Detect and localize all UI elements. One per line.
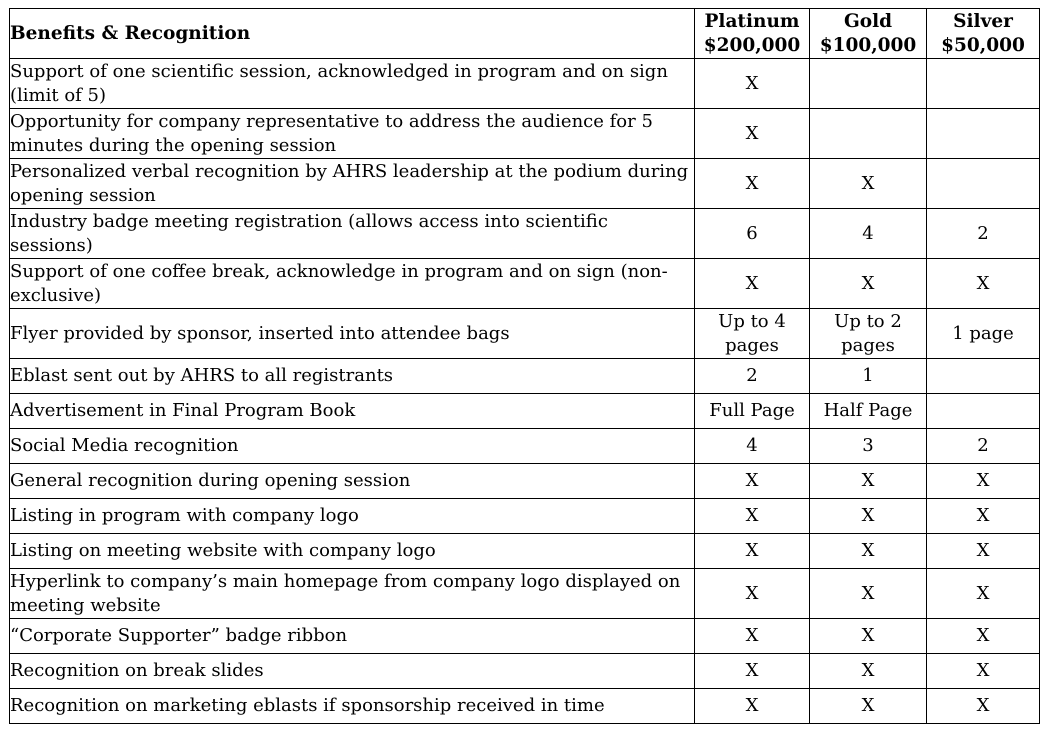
benefit-cell: Hyperlink to company’s main homepage from company logo displayed on meeting website: [10, 569, 695, 619]
table-row: [10, 109, 1040, 159]
table-row: [10, 464, 1040, 499]
silver-cell: [927, 59, 1040, 109]
table-header-row: [10, 9, 1040, 59]
gold-cell: X: [810, 534, 927, 569]
gold-cell: X: [810, 499, 927, 534]
gold-cell: Up to 2 pages: [810, 309, 927, 359]
table-row: [10, 654, 1040, 689]
tier-price: $200,000: [703, 34, 801, 56]
silver-cell: 1 page: [927, 309, 1040, 359]
table-row: [10, 259, 1040, 309]
benefit-cell: Support of one scientific session, acknowledged in program and on sign (limit of 5): [10, 59, 695, 109]
platinum-cell: X: [695, 619, 810, 654]
tier-name: Platinum: [704, 10, 800, 32]
platinum-cell: X: [695, 569, 810, 619]
silver-column-header: [927, 9, 1040, 59]
gold-cell: Half Page: [810, 394, 927, 429]
benefit-cell: Listing in program with company logo: [10, 499, 695, 534]
silver-cell: X: [927, 654, 1040, 689]
silver-cell: X: [927, 569, 1040, 619]
silver-cell: X: [927, 689, 1040, 724]
tier-name: Gold: [843, 10, 893, 32]
silver-cell: [927, 359, 1040, 394]
tier-price: $50,000: [941, 34, 1025, 56]
gold-cell: X: [810, 464, 927, 499]
platinum-cell: X: [695, 654, 810, 689]
gold-cell: X: [810, 654, 927, 689]
benefit-cell: “Corporate Supporter” badge ribbon: [10, 619, 695, 654]
silver-cell: 2: [927, 209, 1040, 259]
benefit-cell: Eblast sent out by AHRS to all registrants: [10, 359, 695, 394]
gold-cell: [810, 59, 927, 109]
platinum-cell: X: [695, 159, 810, 209]
table-row: [10, 394, 1040, 429]
table-row: [10, 59, 1040, 109]
gold-cell: X: [810, 569, 927, 619]
tier-price: $100,000: [819, 34, 917, 56]
platinum-cell: X: [695, 464, 810, 499]
table-row: [10, 309, 1040, 359]
gold-column-header: [810, 9, 927, 59]
silver-cell: [927, 394, 1040, 429]
platinum-cell: X: [695, 534, 810, 569]
table-row: [10, 534, 1040, 569]
silver-cell: X: [927, 464, 1040, 499]
benefit-cell: Recognition on marketing eblasts if sponsorship received in time: [10, 689, 695, 724]
table-row: [10, 209, 1040, 259]
gold-cell: X: [810, 259, 927, 309]
platinum-cell: Up to 4 pages: [695, 309, 810, 359]
platinum-cell: Full Page: [695, 394, 810, 429]
benefits-column-header: Benefits & Recognition: [10, 9, 695, 59]
benefit-cell: General recognition during opening session: [10, 464, 695, 499]
platinum-cell: X: [695, 259, 810, 309]
gold-cell: [810, 109, 927, 159]
benefit-cell: Opportunity for company representative to address the audience for 5 minutes during the opening session: [10, 109, 695, 159]
platinum-cell: X: [695, 109, 810, 159]
benefit-cell: Listing on meeting website with company logo: [10, 534, 695, 569]
silver-cell: [927, 109, 1040, 159]
silver-cell: 2: [927, 429, 1040, 464]
platinum-cell: 6: [695, 209, 810, 259]
platinum-cell: X: [695, 59, 810, 109]
gold-cell: X: [810, 689, 927, 724]
table-row: [10, 359, 1040, 394]
gold-cell: 4: [810, 209, 927, 259]
silver-cell: [927, 159, 1040, 209]
tier-name: Silver: [953, 10, 1013, 32]
gold-cell: 1: [810, 359, 927, 394]
benefit-cell: Personalized verbal recognition by AHRS leadership at the podium during opening session: [10, 159, 695, 209]
gold-cell: X: [810, 619, 927, 654]
platinum-cell: 4: [695, 429, 810, 464]
platinum-cell: X: [695, 689, 810, 724]
table-row: [10, 689, 1040, 724]
table-row: [10, 159, 1040, 209]
benefit-cell: Support of one coffee break, acknowledge in program and on sign (non-exclusive): [10, 259, 695, 309]
table-row: [10, 569, 1040, 619]
platinum-column-header: [695, 9, 810, 59]
benefit-cell: Recognition on break slides: [10, 654, 695, 689]
silver-cell: X: [927, 534, 1040, 569]
gold-cell: X: [810, 159, 927, 209]
platinum-cell: 2: [695, 359, 810, 394]
silver-cell: X: [927, 499, 1040, 534]
benefit-cell: Advertisement in Final Program Book: [10, 394, 695, 429]
sponsorship-benefits-table: [9, 8, 1040, 724]
benefit-cell: Industry badge meeting registration (allows access into scientific sessions): [10, 209, 695, 259]
silver-cell: X: [927, 259, 1040, 309]
table-row: [10, 499, 1040, 534]
platinum-cell: X: [695, 499, 810, 534]
benefit-cell: Social Media recognition: [10, 429, 695, 464]
benefit-cell: Flyer provided by sponsor, inserted into attendee bags: [10, 309, 695, 359]
gold-cell: 3: [810, 429, 927, 464]
table-row: [10, 429, 1040, 464]
table-row: [10, 619, 1040, 654]
silver-cell: X: [927, 619, 1040, 654]
